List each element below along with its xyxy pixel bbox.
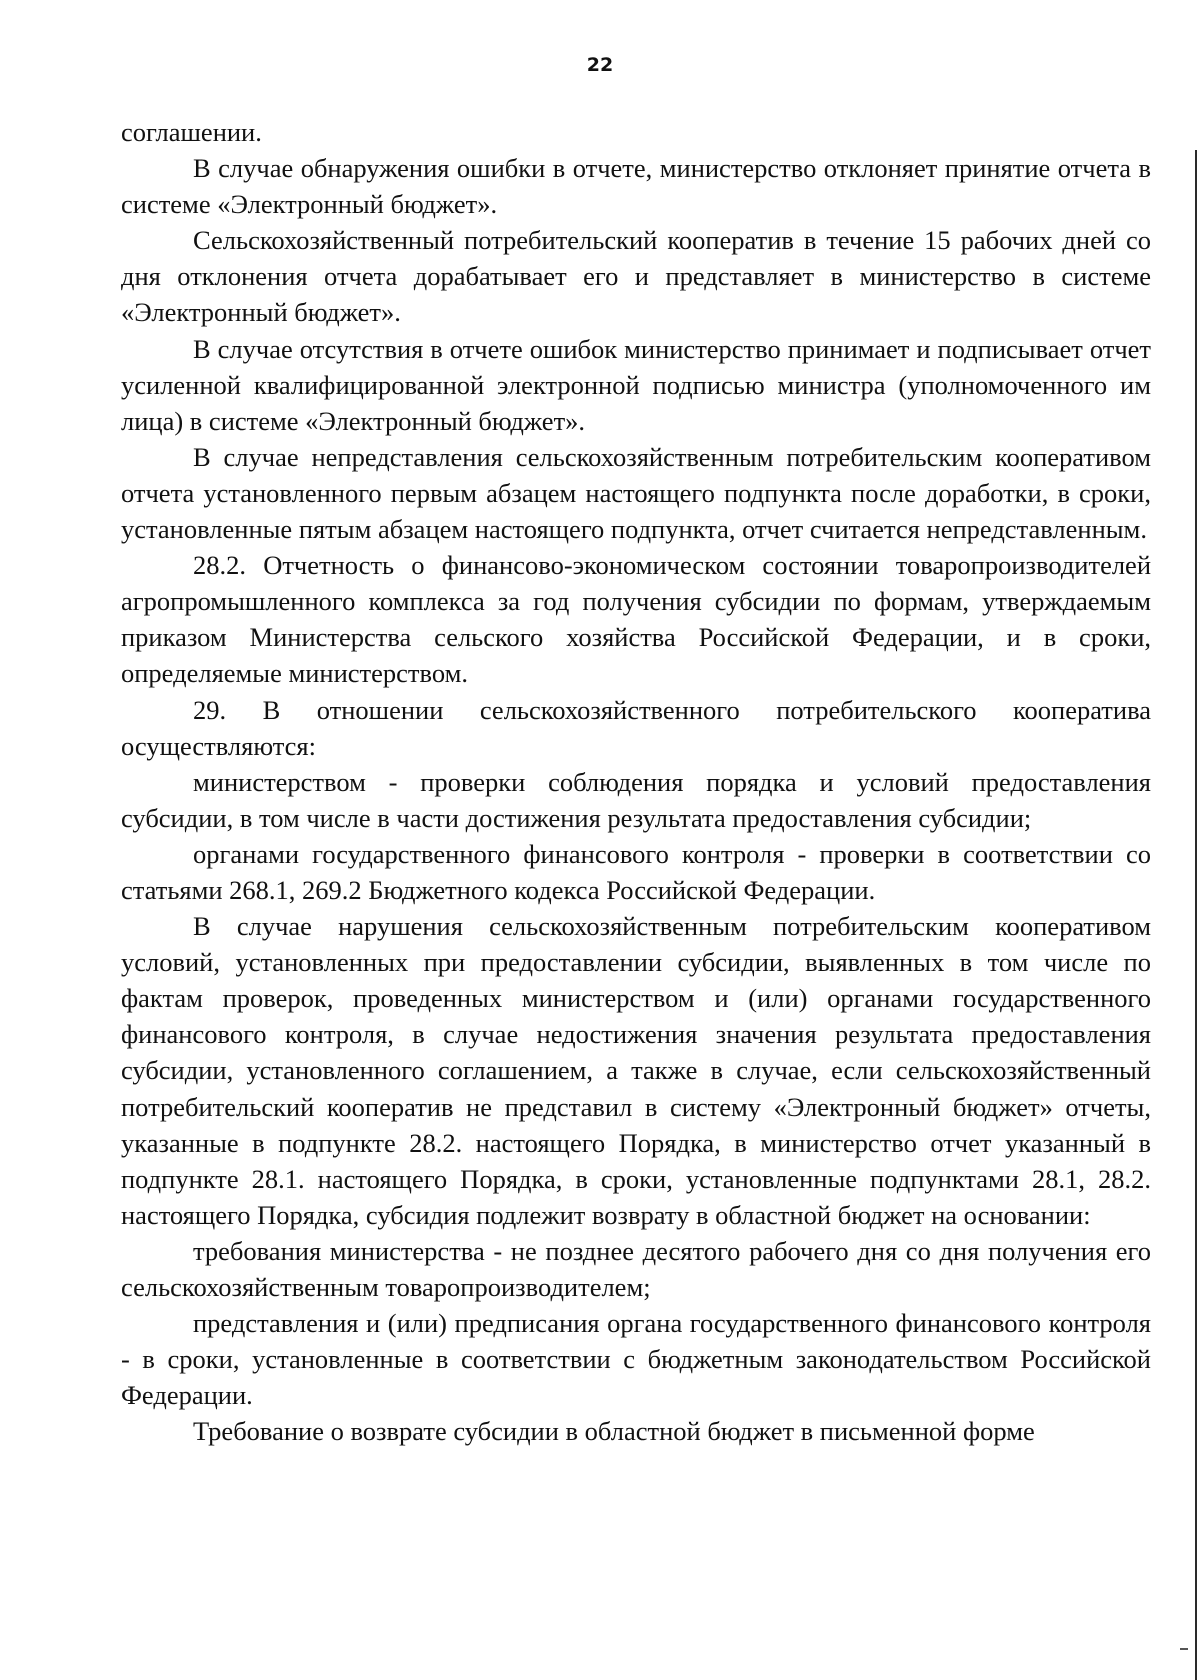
paragraph-10: В случае нарушения сельскохозяйственным потребительским кооперативом условий, установленных при предоставлении субсидии, выявленных в том числе по фактам проверок, проведенных министерством и (или) органами государственного финансового контроля, в случае недостижения значения результата предоставления субсидии, установленного соглашением, а также в случае, если сельскохозяйственный потребительский кооператив не представил в систему «Электронный бюджет» отчеты, указанные в подпункте 28.2. настоящего Порядка, в министерство отчет указанный в подпункте 28.1. настоящего Порядка, в сроки, установленные подпунктами 28.1, 28.2. настоящего Порядка, субсидия подлежит возврату в областной бюджет на основании:	[121, 911, 1151, 1230]
paragraph-7: 29. В отношении сельскохозяйственного потребительского кооператива осуществляются:	[121, 694, 1151, 761]
paragraph-5: В случае непредставления сельскохозяйственным потребительским кооперативом отчета установленного первым абзацем настоящего подпункта после доработки, в сроки, установленные пятым абзацем настоящего подпункта, отчет считается непредставленным.	[121, 441, 1151, 545]
paragraph-4: В случае отсутствия в отчете ошибок министерство принимает и подписывает отчет усиленной квалифицированной электронной подписью министра (уполномоченного им лица) в системе «Электронный бюджет».	[121, 333, 1151, 436]
paragraph-11: требования министерства - не позднее десятого рабочего дня со дня получения его сельскохозяйственным товаропроизводителем;	[121, 1235, 1151, 1302]
page-number: 22	[586, 54, 614, 76]
scan-edge-mark	[1180, 1648, 1188, 1650]
paragraph-2: В случае обнаружения ошибки в отчете, министерство отклоняет принятие отчета в системе «Электронный бюджет».	[121, 153, 1151, 220]
paragraph-9: органами государственного финансового контроля - проверки в соответствии со статьями 268.1, 269.2 Бюджетного кодекса Российской Федерации.	[121, 838, 1151, 905]
paragraph-3: Сельскохозяйственный потребительский кооператив в течение 15 рабочих дней со дня отклонения отчета дорабатывает его и представляет в министерство в системе «Электронный бюджет».	[121, 225, 1151, 328]
scan-edge-line	[1195, 150, 1197, 1680]
paragraph-8: министерством - проверки соблюдения порядка и условий предоставления субсидии, в том числе в части достижения результата предоставления субсидии;	[121, 766, 1151, 833]
paragraph-1: соглашении.	[121, 117, 262, 147]
paragraph-13: Требование о возврате субсидии в областной бюджет в письменной форме	[193, 1416, 1035, 1447]
document-body	[121, 114, 1151, 1449]
paragraph-12: представления и (или) предписания органа государственного финансового контроля - в сроки, установленные в соответствии с бюджетным законодательством Российской Федерации.	[121, 1308, 1151, 1411]
paragraph-6: 28.2. Отчетность о финансово-экономическом состоянии товаропроизводителей агропромышленного комплекса за год получения субсидии по формам, утверждаемым приказом Министерства сельского хозяйства Российской Федерации, и в сроки, определяемые министерством.	[121, 550, 1151, 689]
